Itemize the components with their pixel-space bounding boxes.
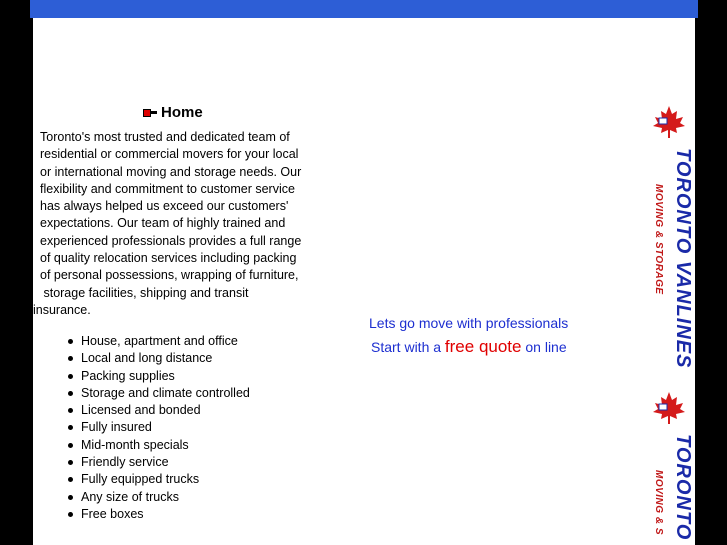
intro-line: Toronto's most trusted and dedicated team of xyxy=(40,130,290,144)
intro-line: of quality relocation services including packing xyxy=(40,251,297,266)
cta-prefix: Start with a xyxy=(371,339,442,355)
pointing-hand-icon xyxy=(143,108,157,118)
intro-paragraph xyxy=(33,129,318,319)
list-item: Friendly service xyxy=(68,454,250,471)
cta-quote-line xyxy=(371,337,567,357)
intro-line: expectations. Our team of highly trained and xyxy=(40,216,286,231)
logo-tagline-text: MOVING & STORAGE xyxy=(653,184,664,295)
home-heading[interactable] xyxy=(143,104,203,121)
cta-suffix: on line xyxy=(525,339,567,355)
intro-line: residential or commercial movers for your local xyxy=(40,147,299,162)
list-item: Free boxes xyxy=(68,506,250,523)
list-item: Fully insured xyxy=(68,419,250,436)
logo-brand-text: TORONTO VANLINES xyxy=(672,148,694,369)
logo-tagline-text-repeat: MOVING & S xyxy=(653,470,664,536)
intro-line: flexibility and commitment to customer service xyxy=(40,181,295,196)
home-title: Home xyxy=(161,104,203,121)
free-quote-link[interactable]: free quote xyxy=(444,337,522,356)
list-item: Mid-month specials xyxy=(68,437,250,454)
list-item: Storage and climate controlled xyxy=(68,385,250,402)
maple-leaf-icon xyxy=(651,104,687,140)
content-panel xyxy=(33,18,695,545)
top-bar xyxy=(30,0,698,18)
list-item: Licensed and bonded xyxy=(68,402,250,419)
intro-line: of personal possessions, wrapping of furniture, xyxy=(40,268,299,283)
intro-line: storage facilities, shipping and transit xyxy=(40,285,249,300)
intro-line: experienced professionals provides a full range xyxy=(40,233,302,248)
list-item: Packing supplies xyxy=(68,368,250,385)
intro-line: insurance. xyxy=(33,302,91,317)
list-item: Local and long distance xyxy=(68,350,250,367)
logo-brand-text-repeat: TORONTO xyxy=(672,434,694,541)
list-item: Fully equipped trucks xyxy=(68,471,250,488)
list-item: Any size of trucks xyxy=(68,489,250,506)
intro-line: has always helped us exceed our customers' xyxy=(40,199,289,214)
cta-tagline: Lets go move with professionals xyxy=(369,315,569,331)
list-item: House, apartment and office xyxy=(68,333,250,350)
feature-list xyxy=(68,333,250,523)
intro-line: or international moving and storage needs. Our xyxy=(40,164,302,179)
company-logo-strip xyxy=(649,98,695,545)
maple-leaf-icon xyxy=(651,390,687,426)
